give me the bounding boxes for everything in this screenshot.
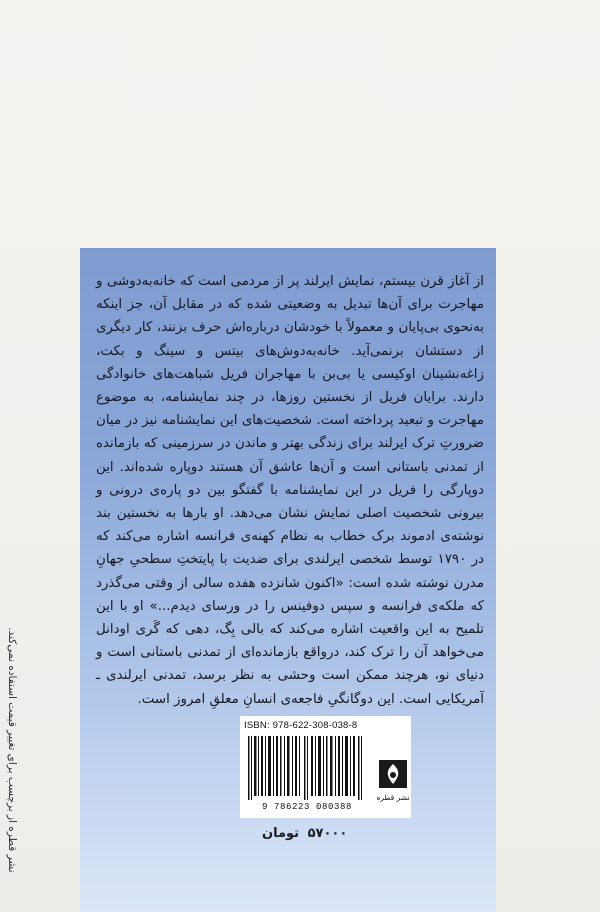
isbn-text: ISBN: 978-622-308-038-8 bbox=[244, 720, 358, 731]
barcode-number: 9 786223 080388 bbox=[261, 802, 352, 812]
side-note-text: نشر قطره از برچسب برای تغییر قیمت استفاده نمی‌کند. bbox=[6, 627, 18, 873]
price-value: ۵۷۰۰۰ bbox=[307, 826, 348, 841]
barcode-icon bbox=[246, 736, 368, 800]
barcode-label bbox=[240, 716, 374, 818]
publisher-name: نشر قطره bbox=[376, 793, 410, 802]
publisher-logo-icon bbox=[379, 760, 407, 788]
side-note bbox=[2, 600, 22, 900]
price-label bbox=[262, 826, 347, 841]
blurb-text bbox=[96, 270, 484, 711]
publisher-logo bbox=[374, 716, 411, 818]
price-currency: تومان bbox=[262, 826, 300, 841]
blurb-paragraph: از آغاز قرن بیستم، نمایش ایرلند پر از مردمی است که خانه‌به‌دوشی و مهاجرت برای آن‌ها تبدیل به وضعیتی شده که در مقابل آن، جز اینکه به‌نحوی بی‌پایان و معمولاً با خودشان درباره‌اش حرف بزنند، کار دیگری از دستشان برنمی‌آید. خانه‌به‌دوش‌های بیتس و سینگ و بکت، زاغه‌نشینان اوکیسی یا بی‌بن با مهاجران فریل شباهت‌های خانوادگی دارند. برایان فریل از نخستین روزها، در چند نمایشنامه، به موضوع مهاجرت و تبعید پرداخته است. شخصیت‌های این نمایشنامه نیز در میان ضرورتِ ترک ایرلند برای زندگی بهتر و ماندن در سرزمینی که بازمانده از تمدنی باستانی است و آن‌ها عاشق آن هستند دوپاره شده‌اند. این دوپارگی را فریل در این نمایشنامه با گفتگو بین دو پاره‌ی درونی و بیرونی شخصیت اصلی نمایش نشان می‌دهد. او بارها به نخستین بند نوشته‌ی ادموند برک خطاب به نظام کهنه‌ی فرانسه اشاره می‌کند که در ۱۷۹۰ توسط شخصی ایرلندی برای ضدیت با پایتختِ سطحیِ جهانِ مدرن نوشته شده است: «اکنون شانزده هفده سالی از وقتی می‌گذرد که ملکه‌ی فرانسه و سپس دوفینس را در ورسای دیدم...» او با این تلمیح به این واقعیت اشاره می‌کند که بالی بِگ، دهی که گَری اودانل می‌خواهد آن را ترک کند، درواقع بازمانده‌ای از تمدنی باستانی است و دنیای نو، هرچند ممکن است وحشی به نظر برسد، تمدنی ایرلندی ـ آمریکایی است. این دوگانگیِ فاجعه‌ی انسانِ معلقِ امروز است. bbox=[96, 274, 485, 707]
